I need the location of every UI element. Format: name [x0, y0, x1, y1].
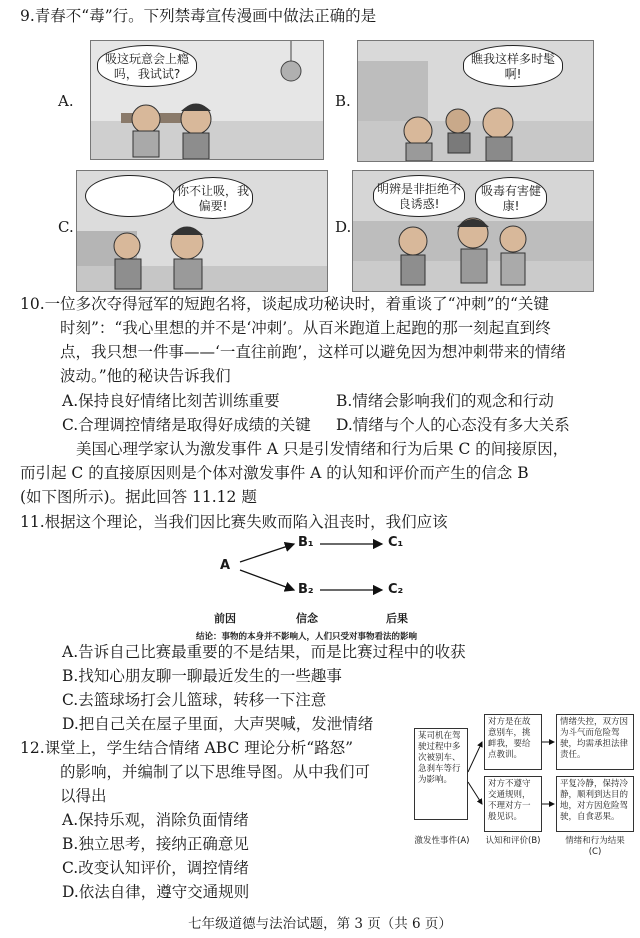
q12-option-a: A.保持乐观，消除负面情绪 — [62, 811, 249, 829]
caption-cause: 前因 — [214, 612, 236, 625]
material-line-3: (如下图所示)。据此回答 11.12 题 — [20, 488, 257, 506]
cartoon-a — [90, 40, 324, 160]
cartoon-d — [352, 170, 594, 292]
bubble-d2: 吸毒有害健康! — [475, 177, 547, 219]
caption-result: 后果 — [386, 612, 408, 625]
abc-diagram-arrows — [210, 532, 450, 642]
q10-line-2: 时刻”：“我心里想的并不是‘冲刺’。从百米跑道上起跑的那一刻起直到终 — [60, 319, 551, 337]
q10-line-3: 点，我只想一件事——‘一直往前跑’，这样可以避免因为想冲刺带来的情绪 — [60, 343, 566, 361]
q9-stem: 9.青春不“毒”行。下列禁毒宣传漫画中做法正确的是 — [20, 7, 377, 25]
q9-label-a: A. — [58, 92, 74, 110]
q10-line-4: 波动。”他的秘诀告诉我们 — [60, 367, 231, 385]
mindmap-belief-bottom: 对方不遵守交通规则，不理对方一般见识。 — [484, 776, 542, 832]
q10-option-a: A.保持良好情绪比刻苦训练重要 — [62, 392, 280, 410]
bubble-c: 你不让吸，我偏要! — [173, 177, 253, 219]
bubble-b: 瞧我这样多时髦啊! — [463, 45, 563, 87]
q12-option-b: B.独立思考，接纳正确意见 — [62, 835, 249, 853]
q11-option-b: B.找知心朋友聊一聊最近发生的一些趣事 — [62, 667, 342, 685]
abc-diagram — [210, 532, 450, 642]
bubble-a: 吸这玩意会上瘾吗，我试试? — [97, 45, 197, 87]
q10-option-d: D.情绪与个人的心态没有多大关系 — [336, 416, 570, 434]
mindmap-caption-c: 情绪和行为结果(C) — [565, 836, 625, 857]
material-line-2: 而引起 C 的直接原因则是个体对激发事件 A 的认知和评价而产生的信念 B — [20, 464, 529, 482]
q11-stem: 11.根据这个理论，当我们因比赛失败而陷入沮丧时，我们应该 — [20, 513, 448, 531]
node-c2: C₂ — [388, 582, 404, 597]
q9-label-c: C. — [58, 218, 74, 236]
mind-map — [412, 712, 636, 892]
node-c1: C₁ — [388, 535, 404, 550]
q9-label-d: D. — [335, 218, 352, 236]
mindmap-event-box: 某司机在驾驶过程中多次被别车、急刹车等行为影响。 — [414, 728, 468, 820]
q10-option-c: C.合理调控情绪是取得好成绩的关键 — [62, 416, 311, 434]
node-b2: B₂ — [298, 582, 314, 597]
q10-line-1: 10.一位多次夺得冠军的短跑名将，谈起成功秘诀时，着重谈了“冲刺”的“关键 — [20, 295, 549, 313]
cartoon-c — [76, 170, 328, 292]
q11-option-a: A.告诉自己比赛最重要的不是结果，而是比赛过程中的收获 — [62, 643, 466, 661]
mindmap-result-top: 情绪失控，双方因为斗气而危险驾驶，均需承担法律责任。 — [556, 714, 634, 770]
q12-line-1: 12.课堂上，学生结合情绪 ABC 理论分析“路怒” — [20, 739, 354, 757]
q10-option-b: B.情绪会影响我们的观念和行动 — [336, 392, 554, 410]
diagram-conclusion: 结论：事物的本身并不影响人，人们只受对事物看法的影响 — [196, 632, 418, 642]
bubble-d1: 明辨是非拒绝不良诱惑! — [373, 175, 465, 217]
page-footer: 七年级道德与法治试题，第 3 页（共 6 页） — [188, 916, 452, 932]
q11-option-c: C.去篮球场打会儿篮球，转移一下注意 — [62, 691, 327, 709]
q9-label-b: B. — [335, 92, 351, 110]
mindmap-result-bottom: 平复冷静，保持冷静，顺利到达目的地，对方因危险驾驶，自食恶果。 — [556, 776, 634, 832]
cartoon-b — [357, 40, 594, 162]
q12-line-3: 以得出 — [60, 787, 107, 805]
empty-speech-bubble — [85, 175, 175, 217]
q11-option-d: D.把自己关在屋子里面，大声哭喊，发泄情绪 — [62, 715, 374, 733]
q12-option-d: D.依法自律，遵守交通规则 — [62, 883, 250, 901]
caption-belief: 信念 — [296, 612, 318, 625]
mindmap-caption-a: 激发性事件(A) — [414, 836, 470, 846]
q12-line-2: 的影响，并编制了以下思维导图。从中我们可 — [60, 763, 371, 781]
mindmap-belief-top: 对方是在故意别车，挑衅我，要给点教训。 — [484, 714, 542, 770]
q12-option-c: C.改变认知评价，调控情绪 — [62, 859, 249, 877]
node-b1: B₁ — [298, 535, 314, 550]
node-a: A — [220, 558, 231, 573]
mindmap-caption-b: 认知和评价(B) — [485, 836, 541, 846]
material-line-1: 美国心理学家认为激发事件 A 只是引发情绪和行为后果 C 的间接原因， — [76, 440, 569, 458]
